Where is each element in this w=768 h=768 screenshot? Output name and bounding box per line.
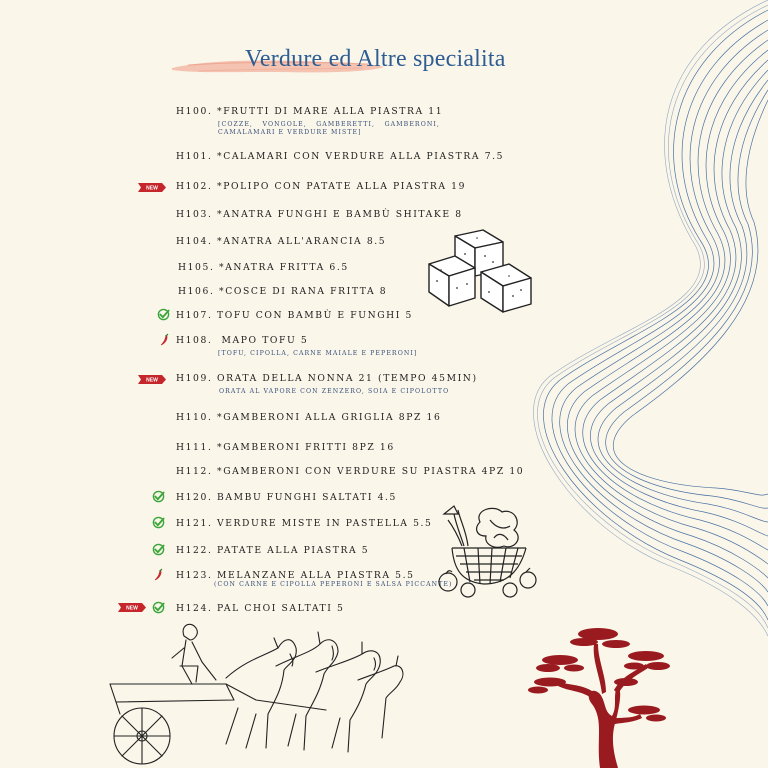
item-name: *GAMBERONI FRITTI 8PZ: [217, 442, 376, 453]
item-price: 5: [300, 335, 309, 346]
horse-chariot-illustration: [106, 618, 406, 768]
item-price: 7.5: [484, 151, 505, 162]
item-name: PAL CHOI SALTATI: [217, 603, 333, 614]
menu-item-h102: [176, 181, 466, 192]
item-price: 21 (TEMPO 45MIN): [358, 373, 478, 384]
spicy-chili-icon: [159, 333, 171, 347]
item-name: TOFU CON BAMBÙ E FUNGHI: [217, 310, 401, 321]
item-name: *ANATRA FUNGHI E BAMBÙ SHITAKE: [217, 209, 451, 220]
menu-item-h101: [176, 151, 504, 162]
item-name: *POLIPO CON PATATE ALLA PIASTRA: [217, 181, 447, 192]
item-note-h100: [COZZE, VONGOLE, GAMBERETTI, GAMBERONI, CAMALAMARI E VERDURE MISTE]: [218, 121, 440, 136]
item-code: H123.: [176, 570, 213, 581]
menu-item-h122: [176, 545, 369, 556]
item-price: 16: [379, 442, 395, 453]
item-name: BAMBU FUNGHI SALTATI: [217, 492, 374, 503]
item-code: H109.: [176, 373, 213, 384]
item-name: *GAMBERONI ALLA GRIGLIA 8PZ: [217, 412, 422, 423]
item-name: *ANATRA FRITTA: [219, 262, 325, 273]
menu-item-h123: [176, 570, 415, 581]
item-price: 5: [405, 310, 413, 321]
item-name: MELANZANE ALLA PIASTRA: [217, 570, 391, 581]
item-code: H120.: [176, 492, 213, 503]
item-price: 19: [451, 181, 467, 192]
new-badge: [138, 375, 166, 384]
menu-item-h124: [176, 603, 345, 614]
item-name: *COSCE DI RANA FRITTA: [219, 286, 376, 297]
item-code: H124.: [176, 603, 213, 614]
item-price: 8: [379, 286, 388, 297]
menu-item-h120: [176, 492, 397, 503]
vegetarian-check-icon: [157, 308, 170, 321]
item-price: 11: [428, 106, 444, 117]
title-block: [150, 42, 570, 82]
item-name: MAPO TOFU: [221, 335, 297, 346]
item-name: *FRUTTI DI MARE ALLA PIASTRA: [217, 106, 424, 117]
item-price: 16: [426, 412, 442, 423]
menu-item-h100: [176, 106, 443, 117]
item-price: 5.5: [395, 570, 415, 581]
item-price: 10: [509, 466, 525, 477]
item-code: H121.: [176, 518, 213, 529]
menu-item-h107: [176, 310, 413, 321]
item-price: 4.5: [377, 492, 398, 503]
menu-item-h121: [176, 518, 432, 529]
item-code: H103.: [176, 209, 213, 220]
item-price: 5: [337, 603, 345, 614]
menu-item-h112: [176, 466, 524, 477]
wave-lines-decoration: [520, 0, 768, 640]
new-badge-label: NEW: [146, 377, 158, 384]
item-note-h109: ORATA AL VAPORE CON ZENZERO, SOIA E CIPOLOTTO: [219, 388, 450, 395]
item-note-h123: (CON CARNE E CIPOLLA PEPERONI E SALSA PICCANTE): [214, 581, 453, 588]
menu-item-h109: [176, 373, 478, 384]
item-code: H106.: [178, 286, 215, 297]
item-name: *ANATRA ALL'ARANCIA: [217, 236, 363, 247]
page-title: [245, 46, 506, 73]
item-code: H104.: [176, 236, 213, 247]
item-code: H101.: [176, 151, 213, 162]
item-name: *CALAMARI CON VERDURE ALLA PIASTRA: [217, 151, 481, 162]
item-code: H122.: [176, 545, 213, 556]
item-code: H108.: [176, 335, 213, 346]
item-price: 5.5: [413, 518, 433, 529]
item-name: *GAMBERONI CON VERDURE SU PIASTRA 4PZ: [217, 466, 505, 477]
new-badge-label: NEW: [126, 605, 138, 612]
item-code: H111.: [176, 442, 213, 453]
item-note-h108: [TOFU, CIPOLLA, CARNE MAIALE E PEPERONI]: [218, 350, 418, 357]
menu-item-h108: [176, 335, 308, 346]
menu-item-h104: [176, 236, 386, 247]
new-badge: [118, 603, 146, 612]
item-price: 6.5: [329, 262, 349, 273]
item-code: H112.: [176, 466, 213, 477]
title-rest: ed Altre specialita: [322, 46, 506, 72]
item-name: PATATE ALLA PIASTRA: [217, 545, 358, 556]
item-price: 5: [361, 545, 370, 556]
menu-item-h110: [176, 412, 441, 423]
item-price: 8: [455, 209, 463, 220]
item-code: H100.: [176, 106, 213, 117]
red-tree-illustration: [522, 620, 672, 768]
item-code: H105.: [178, 262, 215, 273]
vegetarian-check-icon: [152, 601, 165, 614]
vegetarian-check-icon: [152, 516, 165, 529]
menu-item-h105: [178, 262, 349, 273]
title-word-verdure: Verdure: [245, 46, 323, 72]
item-name: VERDURE MISTE IN PASTELLA: [217, 518, 409, 529]
menu-item-h111: [176, 442, 395, 453]
vegetarian-check-icon: [152, 543, 165, 556]
item-code: H102.: [176, 181, 213, 192]
vegetarian-check-icon: [152, 490, 165, 503]
spicy-chili-icon: [153, 568, 165, 582]
menu-item-h106: [178, 286, 387, 297]
item-code: H107.: [176, 310, 213, 321]
item-price: 8.5: [366, 236, 387, 247]
menu-item-h103: [176, 209, 463, 220]
item-code: H110.: [176, 412, 213, 423]
new-badge-label: NEW: [146, 185, 158, 192]
new-badge: [138, 183, 166, 192]
item-name: ORATA DELLA NONNA: [217, 373, 355, 384]
